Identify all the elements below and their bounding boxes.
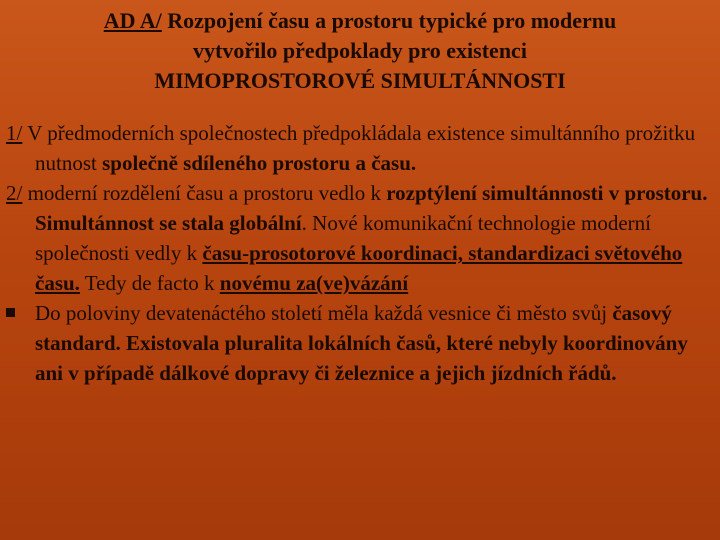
slide-body bbox=[6, 118, 712, 388]
paragraph-2-text-2: . Nové komunikační technologie moderní společnosti vedly k bbox=[35, 211, 651, 265]
title-line2: vytvořilo předpoklady pro existenci bbox=[193, 38, 527, 63]
paragraph-1-bold: společně sdíleného prostoru a času. bbox=[102, 151, 417, 175]
paragraph-2-bold-1: rozptýlení simultánnosti v prostoru. Simultánnost se stala globální bbox=[35, 181, 708, 235]
paragraph-1-text: V předmoderních společnostech předpokládala existence simultánního prožitku nutnost bbox=[22, 121, 696, 175]
square-bullet-icon bbox=[6, 308, 15, 317]
slide-title bbox=[60, 6, 660, 96]
title-prefix: AD A/ bbox=[103, 8, 162, 33]
bullet-paragraph-bold: časový standard. Existovala pluralita lokálních časů, které nebyly koordinovány ani v případě dálkové dopravy či železnice a jejich jízdních řádů. bbox=[35, 301, 688, 385]
paragraph-2 bbox=[6, 178, 712, 298]
paragraph-2-bold-underline-1: času-prosotorové koordinaci, standardizaci světového času. bbox=[35, 241, 683, 295]
paragraph-1 bbox=[6, 118, 712, 178]
paragraph-1-number: 1/ bbox=[6, 121, 23, 145]
paragraph-2-text-1: moderní rozdělení času a prostoru vedlo k bbox=[22, 181, 387, 205]
bullet-paragraph bbox=[6, 298, 712, 388]
bullet-paragraph-text: Do poloviny devatenáctého století měla každá vesnice či město svůj bbox=[35, 301, 613, 325]
paragraph-2-text-3: Tedy de facto k bbox=[79, 271, 220, 295]
title-line1: Rozpojení času a prostoru typické pro modernu bbox=[161, 8, 617, 33]
title-line3: MIMOPROSTOROVÉ SIMULTÁNNOSTI bbox=[154, 68, 566, 93]
paragraph-2-bold-underline-2: novému za(ve)vázání bbox=[219, 271, 409, 295]
paragraph-2-number: 2/ bbox=[6, 181, 23, 205]
